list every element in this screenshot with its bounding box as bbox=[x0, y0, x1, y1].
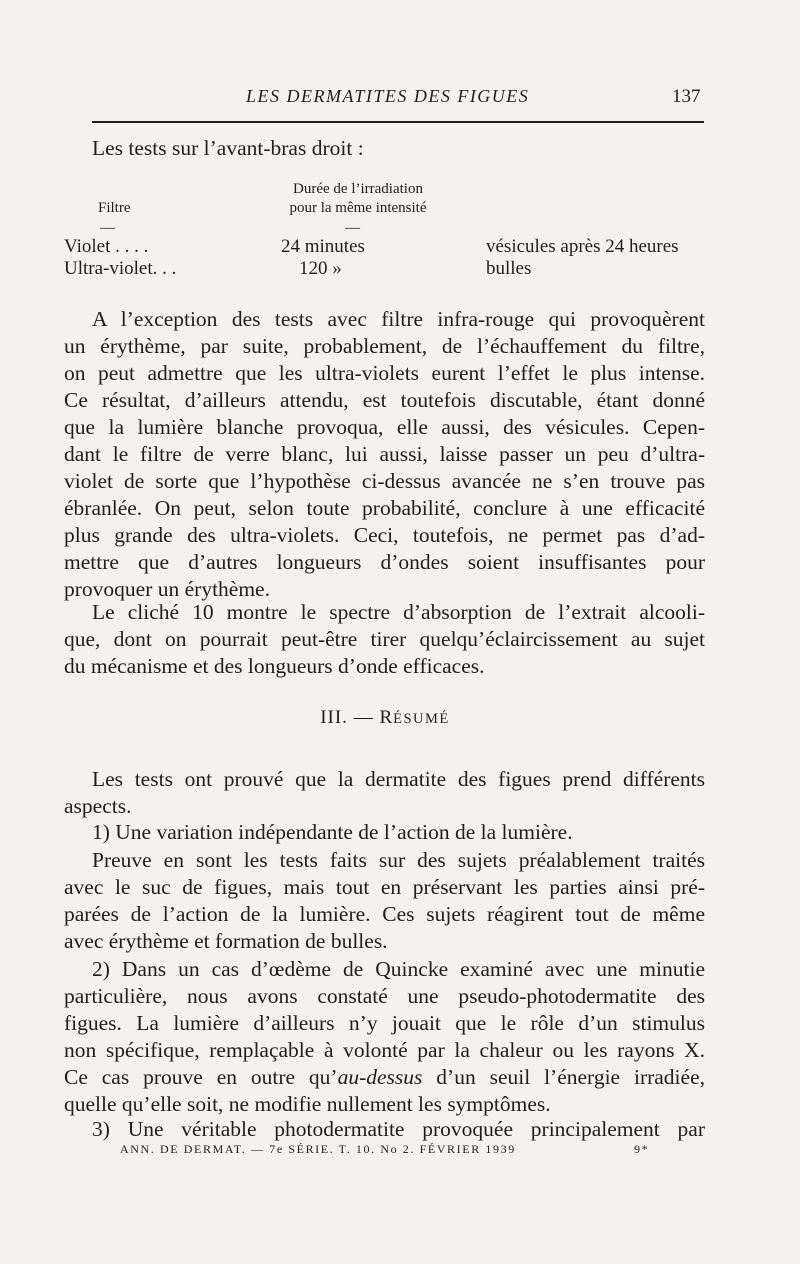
page-number: 137 bbox=[672, 86, 701, 107]
paragraph-line: Preuve en sont les tests faits sur des sujets préalablement traités bbox=[92, 848, 705, 872]
paragraph-line: 2) Dans un cas d’œdème de Quincke examiné avec une minutie bbox=[92, 957, 705, 981]
paragraph-line: on peut admettre que les ultra-violets eurent l’effet le plus intense. bbox=[64, 361, 705, 385]
running-title: LES DERMATITES DES FIGUES bbox=[246, 86, 530, 106]
paragraph-line: Les tests ont prouvé que la dermatite des figues prend différents bbox=[92, 767, 705, 791]
table-dash-filter: — bbox=[100, 220, 115, 236]
paragraph-line: dant le filtre de verre blanc, lui aussi, laisse passer un peu d’ultra- bbox=[64, 442, 705, 466]
text-span: Ce cas prouve en outre qu’ bbox=[64, 1065, 338, 1089]
paragraph-line: aspects. bbox=[64, 794, 132, 818]
paragraph-line: plus grande des ultra-violets. Ceci, toutefois, ne permet pas d’ad- bbox=[64, 523, 705, 547]
table-cell-duration: 120 » bbox=[299, 258, 342, 279]
table-dash-duration: — bbox=[345, 220, 360, 236]
table-header-duration bbox=[250, 180, 466, 218]
paragraph-line: figues. La lumière d’ailleurs n’y jouait que le rôle d’un stimulus bbox=[64, 1011, 705, 1035]
paragraph-line: A l’exception des tests avec filtre infra-rouge qui provoquèrent bbox=[92, 307, 705, 331]
paragraph-line: que la lumière blanche provoqua, elle aussi, des vésicules. Cepen- bbox=[64, 415, 705, 439]
paragraph-line: Ce résultat, d’ailleurs attendu, est toutefois discutable, étant donné bbox=[64, 388, 705, 412]
table-cell-filter: Ultra-violet. . . bbox=[64, 258, 177, 279]
paragraph-line: quelle qu’elle soit, ne modifie nullement les symptômes. bbox=[64, 1092, 551, 1116]
footer-signature: 9* bbox=[634, 1142, 650, 1156]
intro-line: Les tests sur l’avant-bras droit : bbox=[92, 136, 364, 160]
paragraph-line: 3) Une véritable photodermatite provoquée principalement par bbox=[92, 1117, 705, 1141]
paragraph-line: un érythème, par suite, probablement, de l’échauffement du filtre, bbox=[64, 334, 705, 358]
paragraph-line: que, dont on pourrait peut-être tirer quelqu’éclaircissement au sujet bbox=[64, 627, 705, 651]
paragraph-line: provoquer un érythème. bbox=[64, 577, 270, 601]
table-cell-duration: 24 minutes bbox=[281, 236, 365, 257]
table-cell-result: vésicules après 24 heures bbox=[486, 236, 679, 257]
paragraph-line: mettre que d’autres longueurs d’ondes soient insuffisantes pour bbox=[64, 550, 705, 574]
paragraph-line: parées de l’action de la lumière. Ces sujets réagirent tout de même bbox=[64, 902, 705, 926]
paragraph-line: ébranlée. On peut, selon toute probabilité, conclure à une efficacité bbox=[64, 496, 705, 520]
table-header-duration-line2: pour la même intensité bbox=[289, 200, 427, 216]
paragraph-line: Le cliché 10 montre le spectre d’absorption de l’extrait alcooli- bbox=[92, 600, 705, 624]
paragraph-line bbox=[64, 1065, 705, 1090]
table-header-filter: Filtre bbox=[98, 200, 131, 216]
paragraph-line: du mécanisme et des longueurs d’onde efficaces. bbox=[64, 654, 485, 678]
section-title-rest: ÉSUMÉ bbox=[393, 711, 450, 727]
paragraph-line: avec érythème et formation de bulles. bbox=[64, 929, 388, 953]
item-heading: 1) Une variation indépendante de l’action de la lumière. bbox=[92, 820, 573, 844]
table-cell-filter: Violet . . . . bbox=[64, 236, 149, 257]
header-rule bbox=[92, 121, 704, 123]
section-title bbox=[0, 707, 770, 729]
table-header-duration-line1: Durée de l’irradiation bbox=[293, 181, 423, 197]
table-cell-result: bulles bbox=[486, 258, 532, 279]
paragraph-line: violet de sorte que l’hypothèse ci-dessus avancée ne s’en trouve pas bbox=[64, 469, 705, 493]
footer-citation: ANN. DE DERMAT. — 7e SÉRIE. T. 10. No 2. FÉVRIER 1939 bbox=[120, 1142, 516, 1156]
text-span: d’un seuil l’énergie irradiée, bbox=[422, 1065, 705, 1089]
section-number: III. — bbox=[320, 707, 380, 728]
italic-text: au-dessus bbox=[337, 1065, 423, 1089]
paragraph-line: particulière, nous avons constaté une pseudo-photodermatite des bbox=[64, 984, 705, 1008]
paragraph-line: non spécifique, remplaçable à volonté par la chaleur ou les rayons X. bbox=[64, 1038, 705, 1062]
section-title-initial: R bbox=[379, 707, 394, 728]
paragraph-line: avec le suc de figues, mais tout en préservant les parties ainsi pré- bbox=[64, 875, 705, 899]
